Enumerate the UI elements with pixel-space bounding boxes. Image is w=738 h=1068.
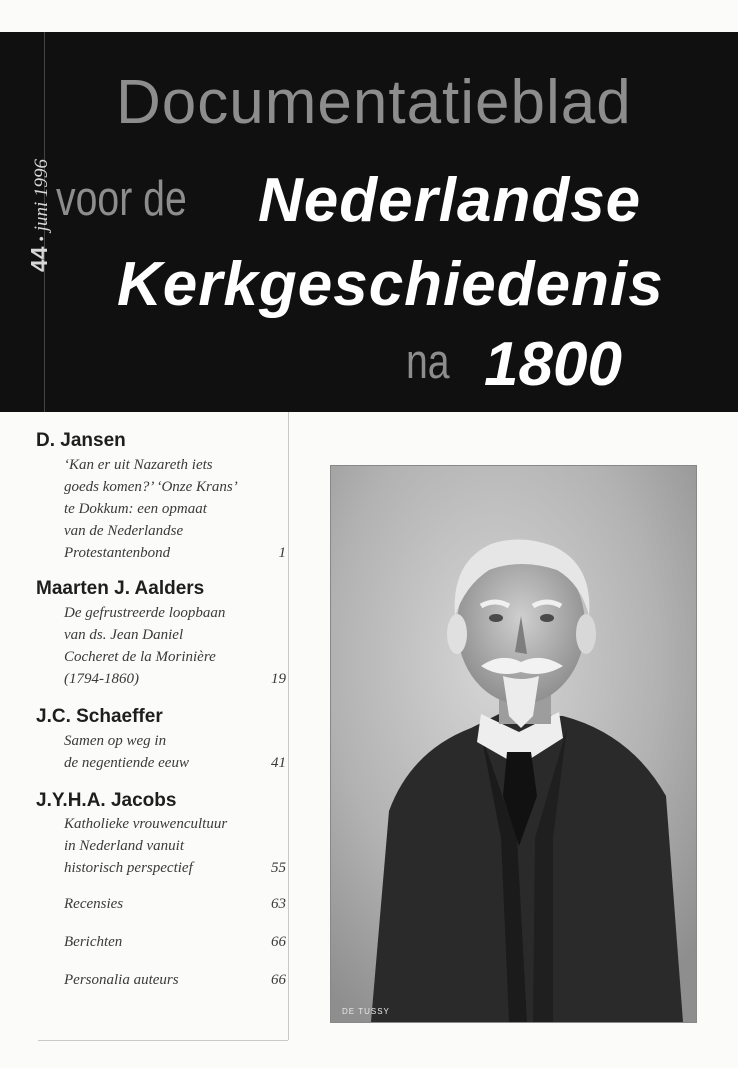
toc-title-text: van de Nederlandse — [64, 522, 184, 539]
toc-title-line — [36, 520, 258, 542]
toc-title-line — [36, 752, 286, 774]
toc-title-text: in Nederland vanuit — [64, 838, 184, 855]
toc-title-line — [36, 835, 258, 857]
toc-title-line — [36, 857, 286, 879]
title-kerkgeschiedenis: Kerkgeschiedenis — [117, 250, 664, 319]
toc-entry — [36, 790, 288, 880]
toc-author: J.C. Schaeffer — [36, 705, 163, 727]
toc-title-line — [36, 730, 258, 752]
toc-title-text: historisch perspectief — [64, 860, 193, 877]
toc-title-line — [36, 624, 258, 646]
toc-section — [36, 893, 286, 915]
toc-title-line — [36, 542, 286, 564]
toc-section-label: Recensies — [64, 896, 124, 913]
toc-author: Maarten J. Aalders — [36, 577, 205, 599]
toc-title-text: Cocheret de la Morinière — [64, 648, 216, 665]
toc-title-line — [36, 668, 286, 690]
cover-header-band — [0, 32, 738, 412]
toc-title-line — [36, 646, 258, 668]
toc-section-label: Berichten — [64, 934, 123, 951]
portrait-illustration — [331, 466, 696, 1022]
toc-entry — [36, 430, 288, 564]
table-of-contents — [36, 430, 288, 991]
title-year: 1800 — [484, 330, 622, 399]
issue-number: 44 — [26, 246, 52, 272]
toc-bottom-rule — [38, 1040, 288, 1041]
toc-title-text: Protestantenbond — [64, 544, 171, 561]
title-documentatieblad: Documentatieblad — [116, 68, 632, 137]
toc-title-text: ‘Kan er uit Nazareth iets — [64, 456, 213, 473]
title-na: na — [406, 335, 450, 389]
toc-title-line — [36, 476, 258, 498]
portrait-photo — [330, 465, 697, 1023]
toc-page-number: 19 — [271, 670, 286, 687]
toc-page-number: 66 — [271, 934, 286, 951]
issue-date: juni 1996 — [31, 158, 52, 232]
toc-title-line — [36, 454, 258, 476]
title-nederlandse: Nederlandse — [258, 166, 642, 235]
toc-title-line — [36, 498, 258, 520]
toc-page-number: 63 — [271, 896, 286, 913]
title-voor-de: voor de — [56, 172, 187, 226]
toc-title-text: Samen op weg in — [64, 732, 167, 749]
toc-title-text: van ds. Jean Daniel — [64, 626, 184, 643]
toc-page-number: 41 — [271, 754, 286, 771]
toc-title-line — [36, 813, 258, 835]
toc-title-line — [36, 602, 258, 624]
toc-divider — [288, 412, 289, 1040]
toc-page-number: 55 — [271, 860, 286, 877]
toc-page-number: 66 — [271, 972, 286, 989]
toc-entry — [36, 578, 288, 690]
issue-separator: • — [34, 236, 51, 242]
toc-entry — [36, 706, 288, 774]
toc-title-text: Katholieke vrouwencultuur — [64, 816, 228, 833]
photographer-signature: DE TUSSY — [342, 1007, 390, 1016]
toc-title-text: goeds komen?’ ‘Onze Krans’ — [64, 478, 238, 495]
toc-page-number: 1 — [278, 544, 286, 561]
toc-author: D. Jansen — [36, 430, 126, 451]
toc-section — [36, 931, 286, 953]
toc-title-text: de negentiende eeuw — [64, 754, 189, 771]
toc-section — [36, 969, 286, 991]
toc-author: J.Y.H.A. Jacobs — [36, 789, 177, 811]
toc-section-label: Personalia auteurs — [64, 972, 179, 989]
toc-title-text: De gefrustreerde loopbaan — [64, 604, 226, 621]
toc-title-text: (1794-1860) — [64, 670, 139, 687]
toc-title-text: te Dokkum: een opmaat — [64, 500, 207, 517]
issue-label — [26, 72, 53, 272]
